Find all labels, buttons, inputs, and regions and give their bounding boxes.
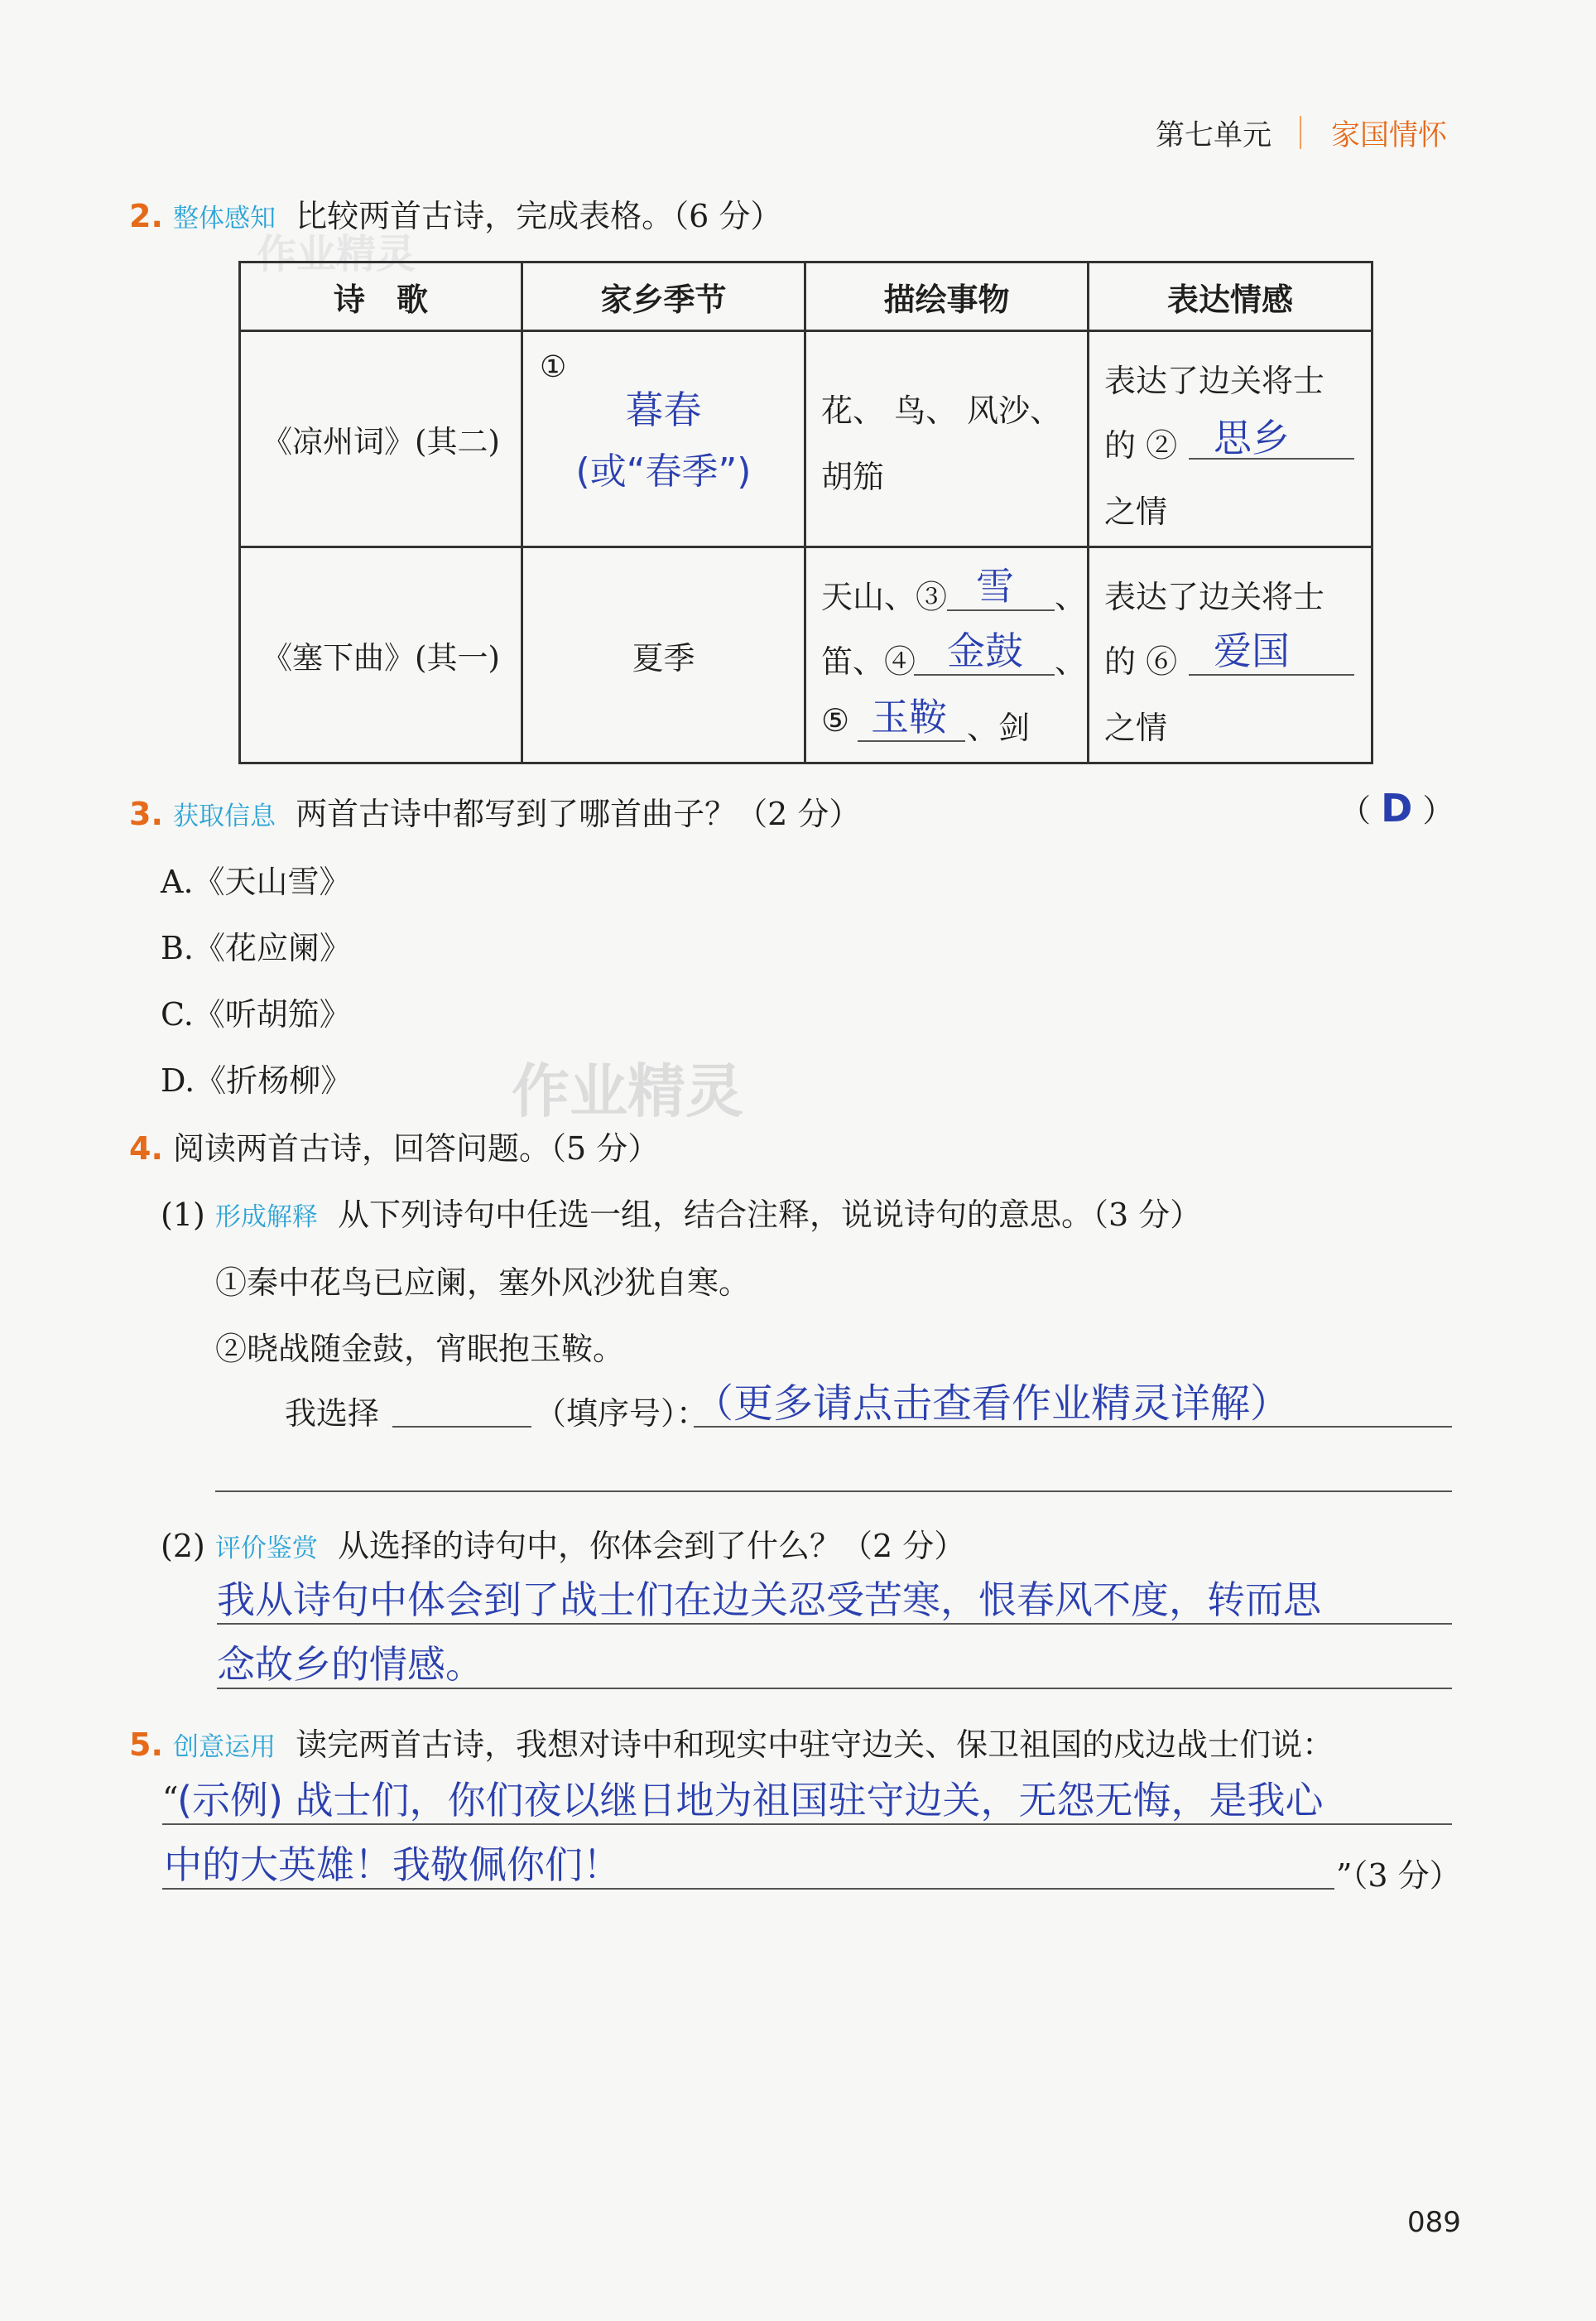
answer-line: 我从诗句中体会到了战士们在边关忍受苦寒，恨春风不度，转而思 bbox=[217, 1577, 1321, 1622]
answer-paren bbox=[1339, 785, 1454, 831]
subquestion-1 bbox=[161, 1189, 1201, 1235]
table-header: 诗 歌 bbox=[240, 262, 522, 331]
question-number: 4. bbox=[129, 1130, 163, 1167]
table-header: 描绘事物 bbox=[805, 262, 1089, 331]
things-text: ⑤ bbox=[821, 702, 850, 739]
table-cell bbox=[522, 547, 805, 763]
answer-underline bbox=[217, 1688, 1452, 1689]
option-d: D.《折杨柳》 bbox=[161, 1062, 353, 1099]
things-text: 笛、④ bbox=[821, 643, 916, 680]
answer-line: 中的大英雄！我敬佩你们！ bbox=[164, 1842, 621, 1887]
answer-choice: D bbox=[1381, 786, 1413, 831]
things-text: 、剑 bbox=[967, 710, 1031, 746]
emotion-text: 之情 bbox=[1104, 710, 1168, 746]
question-number: 5. bbox=[129, 1726, 163, 1763]
watermark: 作业精灵 bbox=[512, 1057, 743, 1125]
answer-emotion: 思乡 bbox=[1214, 416, 1290, 460]
things-text: 、 bbox=[1055, 643, 1087, 680]
question-text: 阅读两首古诗，回答问题。（5 分） bbox=[172, 1130, 660, 1167]
answer-thing: 雪 bbox=[976, 564, 1014, 609]
answer-more: （更多请点击查看作业精灵详解） bbox=[694, 1380, 1291, 1427]
table-cell bbox=[240, 331, 522, 547]
question-text: 从下列诗句中任选一组，结合注释，说说诗句的意思。（3 分） bbox=[338, 1197, 1202, 1233]
poem-title: 《凉州词》(其二) bbox=[262, 424, 500, 460]
subquestion-number: (2) bbox=[161, 1528, 205, 1564]
fill-label: （填序号）： bbox=[535, 1395, 709, 1432]
table-header: 家乡季节 bbox=[522, 262, 805, 331]
answer-underline bbox=[162, 1823, 1452, 1825]
question-tag: 评价鉴赏 bbox=[214, 1534, 318, 1563]
season-text: 夏季 bbox=[632, 639, 695, 677]
things-text: 、 bbox=[1055, 579, 1087, 615]
question-number: 3. bbox=[129, 796, 163, 832]
choose-label: 我选择 bbox=[285, 1395, 380, 1432]
option-c: C.《听胡笳》 bbox=[161, 996, 351, 1033]
answer-line: 念故乡的情感。 bbox=[217, 1642, 483, 1687]
answer-line: (示例) 战士们，你们夜以继日地为祖国驻守边关，无怨无悔，是我心 bbox=[177, 1778, 1324, 1823]
watermark: 作业精灵 bbox=[257, 231, 416, 277]
things-text: 胡笳 bbox=[821, 459, 885, 495]
blank-marker: ① bbox=[540, 350, 567, 384]
emotion-text: 表达了边关将士 bbox=[1104, 579, 1325, 615]
answer-underline bbox=[162, 1888, 1334, 1890]
answer-underline bbox=[217, 1623, 1452, 1625]
poem-line: ①秦中花鸟已应阑，塞外风沙犹自寒。 bbox=[215, 1264, 751, 1301]
question-text: 两首古诗中都写到了哪首曲子？（2 分） bbox=[296, 796, 861, 832]
table-cell bbox=[522, 331, 805, 547]
unit-theme: 家国情怀 bbox=[1331, 119, 1448, 152]
table-cell bbox=[1089, 331, 1372, 547]
paren-open: （ bbox=[1339, 792, 1372, 829]
emotion-text: 表达了边关将士 bbox=[1104, 363, 1325, 399]
question-tag: 创意运用 bbox=[172, 1732, 276, 1762]
table-cell bbox=[805, 331, 1089, 547]
option-b: B.《花应阑》 bbox=[161, 930, 352, 966]
question-tag: 获取信息 bbox=[172, 802, 276, 831]
question-tag: 形成解释 bbox=[214, 1202, 318, 1232]
table-cell bbox=[240, 547, 522, 763]
question-3 bbox=[129, 788, 860, 834]
question-text: 比较两首古诗，完成表格。（6 分） bbox=[296, 198, 782, 234]
question-text: 读完两首古诗，我想对诗中和现实中驻守边关、保卫祖国的戍边战士们说： bbox=[296, 1726, 1334, 1763]
question-number: 2. bbox=[129, 198, 163, 234]
subquestion-number: (1) bbox=[161, 1197, 205, 1233]
question-2 bbox=[129, 190, 781, 236]
question-4 bbox=[129, 1123, 659, 1168]
answer-season: 暮春 bbox=[625, 388, 702, 432]
answer-underline bbox=[215, 1490, 1452, 1492]
emotion-text: 的 ② bbox=[1104, 427, 1178, 464]
question-tag: 整体感知 bbox=[172, 204, 276, 234]
answer-thing: 金鼓 bbox=[947, 628, 1023, 673]
question-text: 从选择的诗句中，你体会到了什么？（2 分） bbox=[338, 1528, 966, 1564]
poem-line: ②晓战随金鼓，宵眠抱玉鞍。 bbox=[215, 1331, 625, 1367]
poem-title: 《塞下曲》(其一) bbox=[262, 640, 500, 676]
emotion-text: 的 ⑥ bbox=[1104, 643, 1178, 680]
table-cell bbox=[1089, 547, 1372, 763]
open-quote: “ bbox=[162, 1780, 179, 1817]
answer-emotion: 爱国 bbox=[1214, 628, 1290, 673]
close-quote-score: ”（3 分） bbox=[1336, 1857, 1461, 1894]
paren-close: ） bbox=[1422, 792, 1454, 829]
table-cell bbox=[805, 547, 1089, 763]
option-a: A.《天山雪》 bbox=[161, 864, 351, 900]
comparison-table bbox=[238, 261, 1373, 764]
table-header: 表达情感 bbox=[1089, 262, 1372, 331]
answer-thing: 玉鞍 bbox=[871, 695, 947, 739]
header-divider bbox=[1300, 116, 1301, 149]
page-number: 089 bbox=[1407, 2206, 1461, 2239]
things-text: 花、 鸟、 风沙、 bbox=[821, 392, 1062, 429]
unit-title: 第七单元 bbox=[1156, 119, 1272, 152]
choose-blank bbox=[392, 1426, 531, 1428]
things-text: 天山、③ bbox=[821, 579, 948, 615]
subquestion-2 bbox=[161, 1520, 965, 1566]
answer-season-alt: (或“春季”) bbox=[575, 450, 752, 493]
question-5 bbox=[129, 1719, 1334, 1765]
emotion-text: 之情 bbox=[1104, 494, 1168, 530]
